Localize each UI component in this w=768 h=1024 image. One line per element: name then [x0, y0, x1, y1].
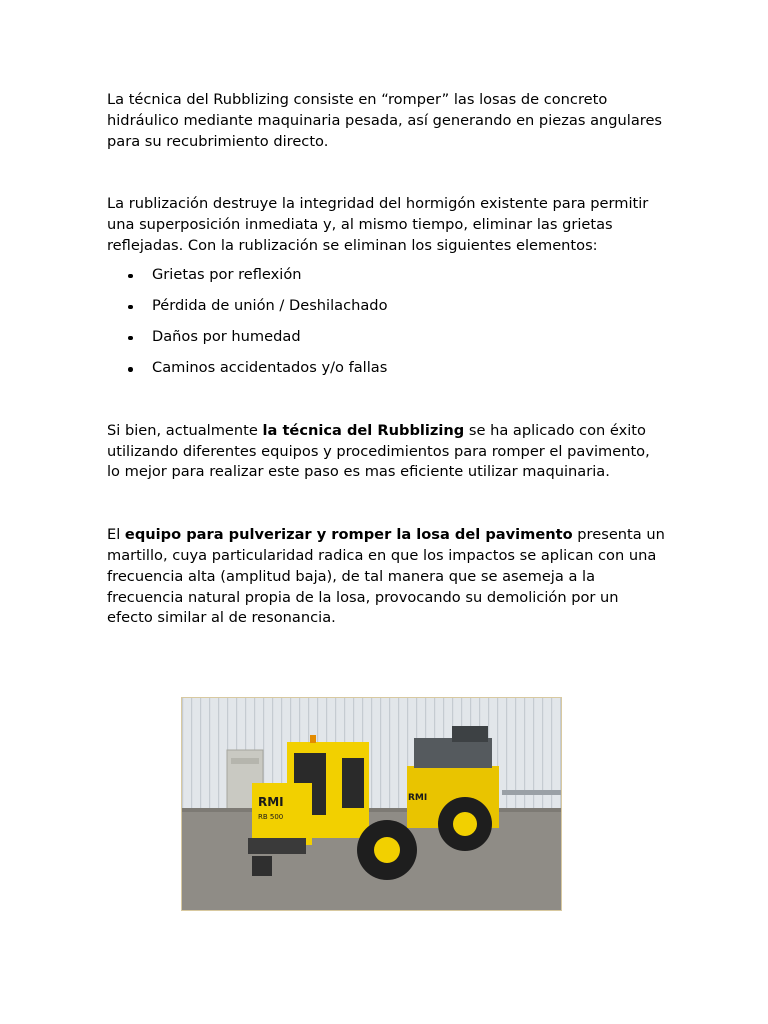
door-panel	[231, 758, 259, 764]
pipe	[502, 790, 561, 795]
logo-text: RMI	[258, 795, 284, 809]
paragraph-equipo-bold: equipo para pulverizar y romper la losa del pavimento	[124, 526, 573, 544]
paragraph-equipo-pre: El	[107, 526, 125, 544]
cab-window-side	[342, 758, 364, 808]
paragraph-si-bien-post: se ha aplicado con éxito utilizando diferentes equipos y procedimientos para romper el pavimento, lo mejor para realizar este paso es mas eficiente utilizar maquinaria.	[107, 421, 650, 481]
beacon-light	[310, 735, 316, 743]
bullet-icon	[128, 305, 133, 310]
list-item	[107, 265, 667, 286]
bullet-icon	[128, 336, 133, 341]
list-item-text: Daños por humedad	[152, 327, 301, 345]
paragraph-rublizacion: La rublización destruye la integridad del hormigón existente para permitir una superposición inmediata y, al mismo tiempo, eliminar las grietas reflejadas. Con la rublización se eliminan los siguientes elementos:	[107, 195, 649, 254]
rear-rim	[453, 812, 477, 836]
list-item-text: Pérdida de unión / Deshilachado	[152, 296, 388, 314]
paragraph-si-bien-pre: Si bien, actualmente	[107, 421, 263, 439]
list-item-text: Grietas por reflexión	[152, 265, 302, 283]
machine-illustration	[182, 698, 561, 910]
front-rim	[374, 837, 400, 863]
rubblizing-machine-photo	[181, 697, 562, 911]
engine-machinery	[414, 738, 492, 768]
bullet-icon	[128, 274, 133, 279]
paragraph-si-bien	[107, 421, 667, 483]
paragraph-equipo-post: presenta un martillo, cuya particularidad radica en que los impactos se aplican con una frecuencia alta (amplitud baja), de tal manera que se asemeja a la frecuencia natural propia de la losa, provocando su demolición por un efecto similar al de resonancia.	[107, 526, 665, 627]
paragraph-si-bien-bold: la técnica del Rubblizing	[262, 421, 465, 439]
side-logo-text: RMI	[408, 793, 428, 803]
list-item	[107, 327, 667, 348]
ground-edge	[182, 808, 561, 812]
breaker-head	[252, 856, 272, 876]
document-body	[107, 90, 667, 654]
list-item-text: Caminos accidentados y/o fallas	[152, 359, 388, 377]
bullet-icon	[128, 367, 133, 372]
hammer-mount	[452, 726, 488, 742]
paragraph-intro: La técnica del Rubblizing consiste en “romper” las losas de concreto hidráulico mediante maquinaria pesada, así generando en piezas angulares para su recubrimiento directo.	[107, 91, 663, 150]
front-bumper	[248, 838, 306, 854]
paragraph-equipo	[107, 525, 667, 629]
model-text: RB 500	[258, 813, 284, 821]
eliminated-elements-list	[107, 265, 667, 379]
list-item	[107, 358, 667, 379]
list-item	[107, 296, 667, 317]
